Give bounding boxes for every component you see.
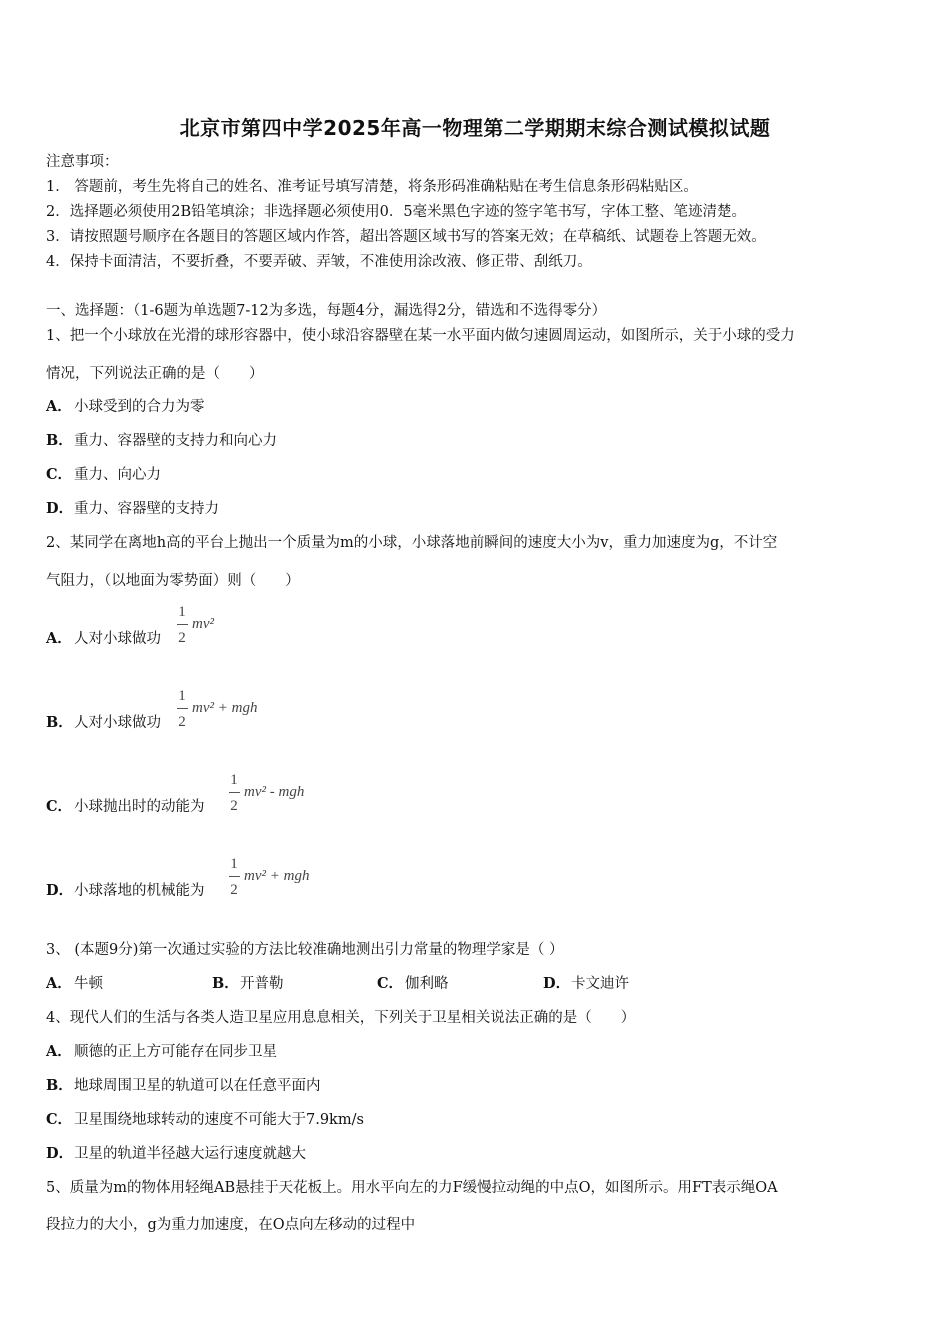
option-label: A．	[46, 630, 72, 647]
option-label: A．	[46, 975, 72, 992]
q3-option-b	[212, 974, 284, 994]
fraction-denominator: 2	[178, 714, 186, 730]
fraction-numerator: 1	[178, 688, 186, 704]
q2-stem-line1: 2、某同学在离地h高的平台上抛出一个质量为m的小球，小球落地前瞬间的速度大小为v，重力加速度为g，不计空	[46, 535, 778, 551]
q2-option-d	[46, 881, 916, 901]
fraction-bar	[229, 876, 240, 877]
q1-stem-line2: 情况，下列说法正确的是（ ）	[46, 366, 264, 382]
option-label: A．	[46, 398, 72, 415]
q3-options-row	[46, 974, 916, 994]
q1-stem-line1: 1、把一个小球放在光滑的球形容器中，使小球沿容器壁在某一水平面内做匀速圆周运动，如图所示，关于小球的受力	[46, 328, 795, 344]
fraction-numerator: 1	[230, 772, 238, 788]
option-text: 卡文迪许	[571, 976, 629, 992]
option-text: 伽利略	[405, 976, 449, 992]
fraction-bar	[177, 624, 188, 625]
page-title: 北京市第四中学2025年高一物理第二学期期末综合测试模拟试题	[179, 116, 771, 140]
notice-item-4: 4．保持卡面清洁，不要折叠，不要弄破、弄皱，不准使用涂改液、修正带、刮纸刀。	[46, 254, 592, 270]
option-text: 小球受到的合力为零	[74, 399, 205, 415]
option-text: 重力、向心力	[74, 467, 161, 483]
option-text: 卫星的轨道半径越大运行速度就越大	[74, 1146, 306, 1162]
q1-option-d	[46, 499, 916, 519]
notice-heading: 注意事项：	[46, 154, 119, 170]
option-text: 人对小球做功	[74, 631, 161, 647]
fraction-bar	[177, 708, 188, 709]
q1-option-c	[46, 465, 916, 485]
fraction-denominator: 2	[230, 882, 238, 898]
q4-option-d	[46, 1144, 916, 1164]
option-text: 牛顿	[74, 976, 103, 992]
option-label: C．	[46, 466, 73, 483]
option-text: 卫星围绕地球转动的速度不可能大于7.9km/s	[74, 1112, 364, 1128]
q5-stem-line2: 段拉力的大小，g为重力加速度，在O点向左移动的过程中	[46, 1217, 416, 1233]
option-text: 开普勒	[240, 976, 284, 992]
q2-option-c	[46, 797, 916, 817]
option-label: D．	[543, 975, 571, 992]
q4-option-c	[46, 1110, 916, 1130]
option-label: B．	[212, 975, 239, 992]
option-text: 重力、容器壁的支持力	[74, 501, 219, 517]
q2-formula-c: mv² - mgh	[244, 784, 305, 800]
option-label: B．	[46, 714, 73, 731]
option-label: D．	[46, 1145, 74, 1162]
q2-stem-line2: 气阻力，（以地面为零势面）则（ ）	[46, 573, 300, 589]
option-label: C．	[46, 1111, 73, 1128]
notice-item-3: 3．请按照题号顺序在各题目的答题区域内作答，超出答题区域书写的答案无效；在草稿纸、试题卷上答题无效。	[46, 229, 766, 245]
q4-option-b	[46, 1076, 916, 1096]
fraction-denominator: 2	[178, 630, 186, 646]
option-text: 重力、容器壁的支持力和向心力	[74, 433, 277, 449]
q2-formula-b: mv² + mgh	[192, 700, 258, 716]
q3-option-c	[377, 974, 449, 994]
notice-item-1: 1． 答题前，考生先将自己的姓名、准考证号填写清楚，将条形码准确粘贴在考生信息条形码粘贴区。	[46, 179, 698, 195]
fraction-numerator: 1	[230, 856, 238, 872]
option-text: 小球抛出时的动能为	[74, 799, 205, 815]
fraction-bar	[229, 792, 240, 793]
q1-option-b	[46, 431, 916, 451]
q4-option-a	[46, 1042, 916, 1062]
fraction-denominator: 2	[230, 798, 238, 814]
q4-stem: 4、现代人们的生活与各类人造卫星应用息息相关，下列关于卫星相关说法正确的是（ ）	[46, 1010, 636, 1026]
option-label: D．	[46, 500, 74, 517]
option-text: 人对小球做功	[74, 715, 161, 731]
notice-item-2: 2．选择题必须使用2B铅笔填涂；非选择题必须使用0．5毫米黑色字迹的签字笔书写，字体工整、笔迹清楚。	[46, 204, 747, 220]
q2-formula-a: mv²	[192, 616, 214, 632]
section-heading: 一、选择题：（1-6题为单选题7-12为多选，每题4分，漏选得2分，错选和不选得零分）	[46, 303, 607, 319]
q3-stem: 3、 (本题9分)第一次通过实验的方法比较准确地测出引力常量的物理学家是（ ）	[46, 942, 564, 958]
option-label: B．	[46, 1077, 73, 1094]
option-label: A．	[46, 1043, 72, 1060]
q1-option-a	[46, 397, 916, 417]
option-label: D．	[46, 882, 74, 899]
option-label: C．	[46, 798, 73, 815]
option-text: 小球落地的机械能为	[74, 883, 205, 899]
q5-stem-line1: 5、质量为m的物体用轻绳AB悬挂于天花板上。用水平向左的力F缓慢拉动绳的中点O，如图所示。用FT表示绳OA	[46, 1180, 778, 1196]
fraction-numerator: 1	[178, 604, 186, 620]
q3-option-a	[46, 974, 103, 994]
option-text: 地球周围卫星的轨道可以在任意平面内	[74, 1078, 321, 1094]
option-label: C．	[377, 975, 404, 992]
q2-formula-d: mv² + mgh	[244, 868, 310, 884]
option-text: 顺德的正上方可能存在同步卫星	[74, 1044, 277, 1060]
option-label: B．	[46, 432, 73, 449]
q3-option-d	[543, 974, 629, 994]
